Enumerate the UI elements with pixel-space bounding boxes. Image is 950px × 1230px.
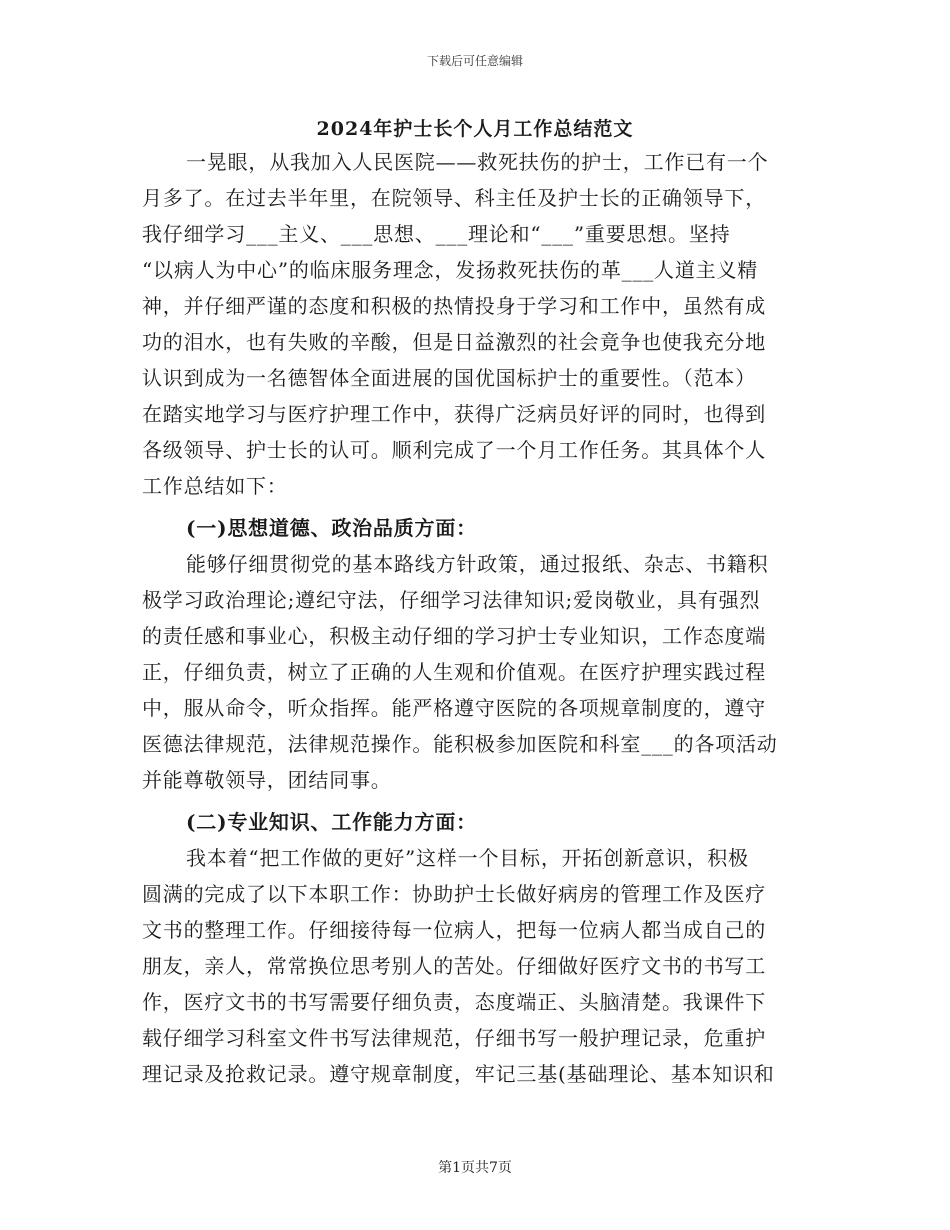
document-title: 2024年护士长个人月工作总结范文 bbox=[316, 118, 634, 140]
paragraph-line: 在踏实地学习与医疗护理工作中，获得广泛病员好评的同时，也得到 bbox=[142, 402, 766, 426]
page-header-note: 下载后可任意编辑 bbox=[426, 54, 523, 68]
paragraph-line: 并能尊敬领导，团结同事。 bbox=[142, 768, 392, 792]
paragraph-line: 的责任感和事业心，积极主动仔细的学习护士专业知识，工作态度端 bbox=[142, 624, 766, 648]
paragraph-line: 月多了。在过去半年里，在院领导、科主任及护士长的正确领导下， bbox=[142, 186, 766, 210]
paragraph-line: 一晃眼，从我加入人民医院——救死扶伤的护士，工作已有一个 bbox=[186, 150, 769, 174]
paragraph-line: 工作总结如下： bbox=[142, 474, 288, 498]
paragraph-line: 圆满的完成了以下本职工作：协助护士长做好病房的管理工作及医疗 bbox=[142, 882, 766, 906]
paragraph-line: 理记录及抢救记录。遵守规章制度，牢记三基(基础理论、基本知识和 bbox=[142, 1062, 775, 1086]
paragraph-line: 认识到成为一名德智体全面进展的国优国标护士的重要性。（范本） bbox=[142, 366, 756, 390]
paragraph-line: 医德法律规范，法律规范操作。能积极参加医院和科室___的各项活动 bbox=[142, 732, 778, 756]
paragraph-line: 载仔细学习科室文件书写法律规范，仔细书写一般护理记录，危重护 bbox=[142, 1026, 766, 1050]
paragraph-line: “以病人为中心”的临床服务理念，发扬救死扶伤的革___人道主义精 bbox=[142, 258, 759, 282]
paragraph-line: 我仔细学习___主义、___思想、___理论和“___”重要思想。坚持 bbox=[142, 222, 731, 246]
section-heading: (一)思想道德、政治品质方面： bbox=[186, 516, 477, 540]
paragraph-line: 神，并仔细严谨的态度和积极的热情投身于学习和工作中，虽然有成 bbox=[142, 294, 766, 318]
paragraph-line: 中，服从命令，听众指挥。能严格遵守医院的各项规章制度的，遵守 bbox=[142, 696, 766, 720]
document-body bbox=[142, 144, 806, 1092]
section-heading: (二)专业知识、工作能力方面： bbox=[186, 810, 477, 834]
paragraph-line: 功的泪水，也有失败的辛酸，但是日益激烈的社会竟争也使我充分地 bbox=[142, 330, 766, 354]
paragraph-line: 朋友，亲人，常常换位思考别人的苦处。仔细做好医疗文书的书写工 bbox=[142, 954, 766, 978]
paragraph-line: 极学习政治理论;遵纪守法，仔细学习法律知识;爱岗敬业，具有强烈 bbox=[142, 588, 761, 612]
paragraph-line: 正，仔细负责，树立了正确的人生观和价值观。在医疗护理实践过程 bbox=[142, 660, 766, 684]
paragraph-line: 文书的整理工作。仔细接待每一位病人，把每一位病人都当成自己的 bbox=[142, 918, 766, 942]
paragraph-line: 各级领导、护士长的认可。顺利完成了一个月工作任务。其具体个人 bbox=[142, 438, 766, 462]
page-number-footer: 第1页共7页 bbox=[438, 1160, 512, 1176]
paragraph-line: 能够仔细贯彻党的基本路线方针政策，通过报纸、杂志、书籍积 bbox=[186, 552, 769, 576]
paragraph-line: 我本着“把工作做的更好”这样一个目标，开拓创新意识，积极 bbox=[186, 846, 749, 870]
paragraph-line: 作，医疗文书的书写需要仔细负责，态度端正、头脑清楚。我课件下 bbox=[142, 990, 766, 1014]
